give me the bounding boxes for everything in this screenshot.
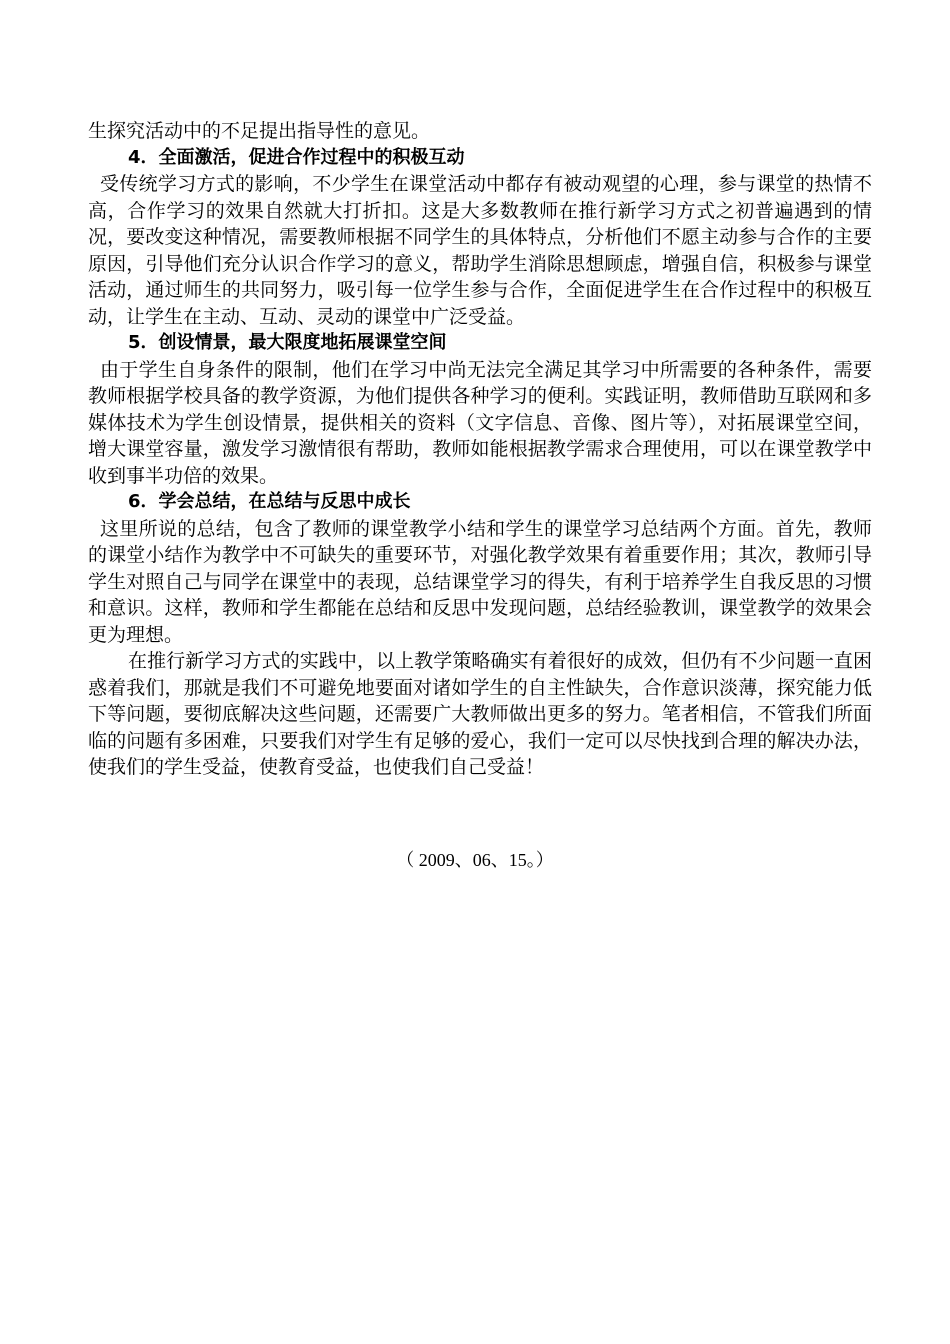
section-5-heading: 5．创设情景，最大限度地拓展课堂空间 (128, 332, 447, 353)
section-5-body: 由于学生自身条件的限制，他们在学习中尚无法完全满足其学习中所需要的各种条件，需要教师根据学校具备的教学资源，为他们提供各种学习的便利。实践证明，教师借助互联网和多媒体技术为学生创设情景，提供相关的资料（文字信息、音像、图片等），对拓展课堂空间，增大课堂容量，激发学习激情很有帮助，教师如能根据教学需求合理使用，可以在课堂教学中收到事半功倍的效果。 (88, 358, 872, 487)
section-4-body: 受传统学习方式的影响，不少学生在课堂活动中都存有被动观望的心理，参与课堂的热情不高，合作学习的效果自然就大打折扣。这是大多数教师在推行新学习方式之初普遍遇到的情况，要改变这种情况，需要教师根据不同学生的具体特点，分析他们不愿主动参与合作的主要原因，引导他们充分认识合作学习的意义，帮助学生消除思想顾虑，增强自信，积极参与课堂活动，通过师生的共同努力，吸引每一位学生参与合作，全面促进学生在合作过程中的积极互动，让学生在主动、互动、灵动的课堂中广泛受益。 (88, 173, 872, 328)
intro-paragraph-tail: 生探究活动中的不足提出指导性的意见。 (88, 120, 431, 142)
section-6-body: 这里所说的总结，包含了教师的课堂教学小结和学生的课堂学习总结两个方面。首先，教师的课堂小结作为教学中不可缺失的重要环节，对强化教学效果有着重要作用；其次，教师引导学生对照自己与同学在课堂中的表现，总结课堂学习的得失，有利于培养学生自我反思的习惯和意识。这样，教师和学生都能在总结和反思中发现问题，总结经验教训，课堂教学的效果会更为理想。 (88, 517, 872, 646)
document-body (88, 118, 872, 781)
document-date: （ 2009、06、15。） (396, 850, 554, 870)
section-6-heading: 6．学会总结，在总结与反思中成长 (128, 491, 411, 512)
section-4-heading: 4．全面激活，促进合作过程中的积极互动 (128, 146, 465, 168)
conclusion-paragraph: 在推行新学习方式的实践中，以上教学策略确实有着很好的成效，但仍有不少问题一直困惑着我们，那就是我们不可避免地要面对诸如学生的自主性缺失，合作意识淡薄，探究能力低下等问题，要彻底解决这些问题，还需要广大教师做出更多的努力。笔者相信，不管我们所面临的问题有多困难，只要我们对学生有足够的爱心，我们一定可以尽快找到合理的解决办法，使我们的学生受益，使教育受益，也使我们自己受益！ (88, 650, 872, 778)
